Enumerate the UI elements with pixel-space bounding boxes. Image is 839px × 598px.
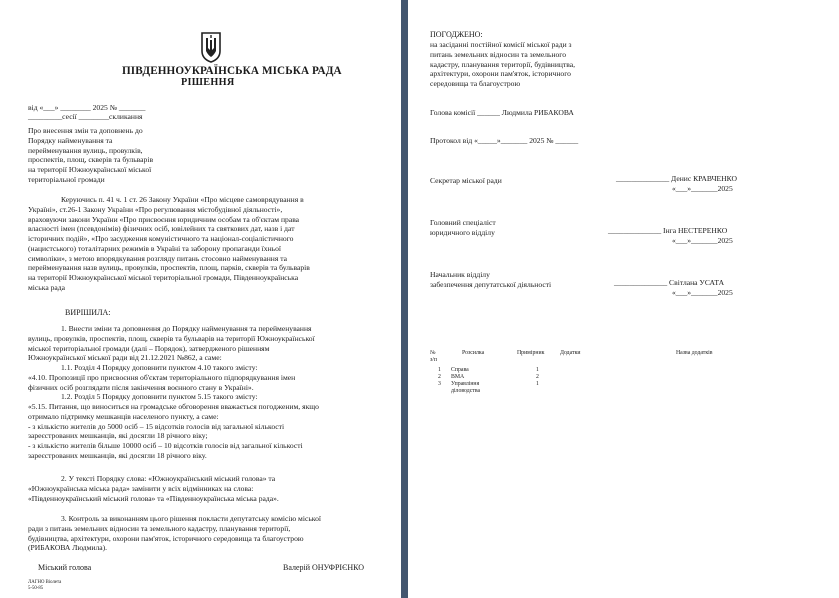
preamble-line: символіки», з метою впорядкування розгляду питань стосовно найменування та [28, 253, 288, 263]
table-header-attachment-name: Назва додатків [676, 350, 713, 356]
item-line: «4.10. Пропозиції про присвоєння об'єктам територіального підпорядкування імен [28, 372, 296, 382]
item-line: «Південноукраїнський міський голова» та «Південноукраїнська міська рада». [28, 493, 279, 503]
table-header-mailing: Розсилка [462, 350, 485, 356]
item-line: фізичних осіб розглядати після закінчення воєнного стану в Україні». [28, 382, 254, 392]
item-3 [28, 514, 382, 553]
legal-title-2: юридичного відділу [430, 228, 495, 237]
preamble-line: на території Южноукраїнської міської територіальної громади, Південноукраїнська [28, 273, 299, 282]
item-line: вулиць, провулків, проспектів, площ, скверів та бульварів на території Южноукраїнської [28, 333, 315, 343]
item-1-1: 1.1. Розділ 4 Порядку доповнити пунктом 4.10 такого змісту: [61, 363, 258, 372]
table-header-num-sub: з/п [430, 357, 438, 363]
date-line: від «___» ________ 2025 № _______ [28, 103, 146, 112]
commission-line: на засіданні постійної комісії міської ради з [430, 40, 572, 49]
legal-title-1: Головний спеціаліст [430, 218, 496, 227]
legal-date: «___»_______2025 [672, 236, 733, 245]
item-line: будівництва, архітектури, охорони пам'яток, історичного середовища та благоустрою [28, 533, 304, 543]
footer-phone: 5-50-85 [28, 586, 44, 591]
item-line: зареєстрованих мешканців, які досягли 18 річного віку; [28, 431, 208, 441]
row-num: 3 [438, 381, 441, 387]
mayor-title: Міський голова [38, 563, 92, 572]
subject-line: Про внесення змін та доповнень до [28, 126, 143, 135]
commission-line: кадастру, планування території, будівництва, [430, 59, 576, 69]
dept-signature: ______________ Світлана УСАТА [614, 278, 725, 287]
dept-title-2: забезпечення депутатської діяльності [430, 280, 552, 289]
decided-heading: ВИРІШИЛА: [65, 308, 111, 317]
commission-line: середовища та благоустрою [430, 79, 521, 88]
row-mailing: ВМА [451, 374, 465, 380]
item-1-2: 1.2. Розділ 5 Порядку доповнити пунктом 5.15 такого змісту: [61, 392, 258, 402]
subject-line: Порядку найменування та [28, 135, 113, 145]
item-line: 3. Контроль за виконанням цього рішення покласти депутатську комісію міської [61, 514, 322, 523]
document-type: РІШЕННЯ [181, 77, 235, 88]
dept-title-1: Начальник відділу [430, 270, 490, 279]
dept-date: «___»_______2025 [672, 288, 733, 297]
coat-of-arms-icon [200, 31, 222, 63]
approval-page [408, 0, 839, 598]
row-mailing: Справа [451, 367, 469, 373]
subject-line: на території Южноукраїнської міської [28, 165, 152, 174]
item-line: (РИБАКОВА Людмила). [28, 543, 108, 553]
row-copies: 1 [536, 381, 539, 387]
commission-line: питань земельних відносин та земельного [430, 49, 567, 59]
item-line: отримало підтримку мешканців населеного пункту, а саме: [28, 411, 219, 421]
subject-line: перейменування вулиць, провулків, [28, 145, 143, 155]
protocol-line: Протокол від «_____»_______ 2025 № ______ [430, 136, 579, 145]
item-line: - з кількістю жителів до 5000 осіб – 15 відсотків голосів від загальної кількості [28, 421, 285, 431]
row-copies: 2 [536, 374, 539, 380]
commission-head-line: Голова комісії ______ Людмила РИБАКОВА [430, 108, 574, 117]
row-mailing: Управління [451, 381, 480, 387]
row-num: 1 [438, 367, 441, 373]
subject-line: територіальної громади [28, 174, 105, 184]
item-line: «Южноукраїнська міська рада» замінити у всіх відмінниках на слова: [28, 483, 254, 493]
item-line: Южноукраїнської міської ради від 21.12.2021 №862, а саме: [28, 353, 222, 363]
preamble-line: враховуючи закони України «Про присвоєння юридичним особам та об'єктам права [28, 214, 300, 224]
decision-subject [28, 126, 178, 185]
preamble-line: Керуючись п. 41 ч. 1 ст. 26 Закону України «Про місцеве самоврядування в [61, 195, 304, 204]
mayor-name: Валерій ОНУФРІЄНКО [283, 563, 365, 572]
commission-text [430, 40, 616, 89]
table-header-attachments: Додатки [560, 350, 581, 356]
item-line: 2. У тексті Порядку слова: «Южноукраїнський міський голова» та [61, 474, 276, 483]
item-line: міської територіальної громади (далі – Порядок), затвердженого рішенням [28, 343, 270, 353]
preamble-line: історичних подій», «Про засудження комуністичного та націонал-соціалістичного [28, 234, 294, 243]
page-gutter [401, 0, 408, 598]
session-line: _________сесії ________скликання [28, 112, 143, 121]
footer-name: ЛАГНО Віолета [28, 580, 62, 585]
secretary-signature: ______________ Денис КРАВЧЕНКО [616, 174, 737, 183]
council-title: ПІВДЕННОУКРАЇНСЬКА МІСЬКА РАДА [122, 65, 342, 77]
row-copies: 1 [536, 367, 539, 373]
secretary-title: Секретар міської ради [430, 176, 502, 185]
table-header-num: № [430, 350, 436, 356]
row-num: 2 [438, 374, 441, 380]
legal-signature: ______________ Інга НЕСТЕРЕНКО [608, 226, 728, 235]
preamble-line: власності імен (псевдонімів) фізичних осіб, ювілейних та святкових дат, назв і дат [28, 224, 295, 234]
commission-line: архітектури, охорони пам'яток, історичного [430, 69, 571, 79]
agreed-heading: ПОГОДЖЕНО: [430, 30, 483, 39]
table-header-copies: Примірник [517, 350, 545, 356]
preamble-line: перейменування назв вулиць, провулків, проспектів, площ, парків, скверів та бульварів [28, 263, 310, 273]
preamble [28, 195, 382, 293]
secretary-date: «___»_______2025 [672, 184, 733, 193]
preamble-line: (нацистського) тоталітарних режимів в Україні та заборону пропаганди їхньої [28, 243, 281, 253]
item-line: 1. Внести зміни та доповнення до Порядку найменування та перейменування [61, 324, 312, 333]
subject-line: проспектів, площ, скверів та бульварів [28, 155, 154, 165]
item-line: зареєстрованих мешканців, які досягли 18 річного віку. [28, 450, 207, 460]
preamble-line: Україні», ст.26-1 Закону України «Про регулювання містобудівної діяльності», [28, 204, 283, 214]
item-1 [28, 324, 382, 461]
decision-page [0, 0, 401, 598]
item-line: ради з питань земельних відносин та земельного кадастру, планування території, [28, 523, 291, 533]
item-line: «5.15. Питання, що виноситься на громадське обговорення вважається погодженим, якщо [28, 402, 319, 411]
preamble-line: міська рада [28, 282, 65, 292]
item-2 [28, 474, 382, 503]
row-mailing-cont: діловодства [451, 388, 481, 394]
item-line: - з кількістю жителів більше 10000 осіб – 10 відсотків голосів від загальної кількості [28, 441, 303, 450]
